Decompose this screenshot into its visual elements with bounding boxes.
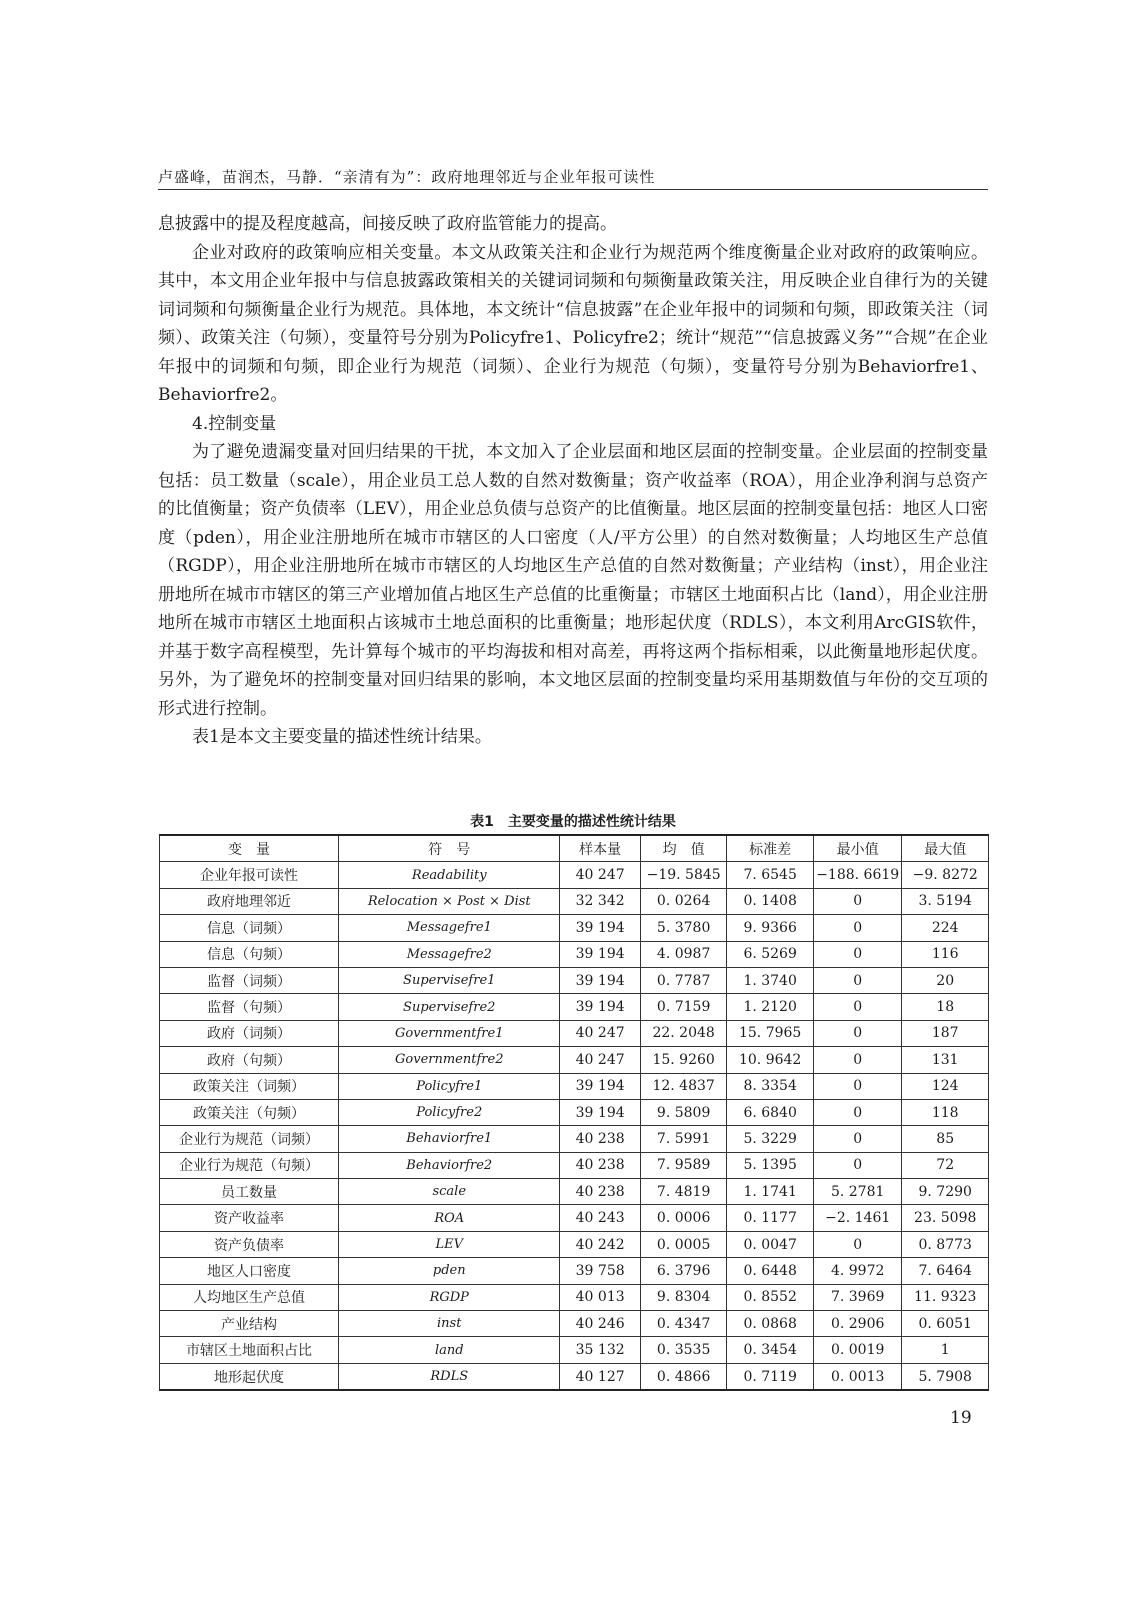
cell-variable: 监督（句频）	[160, 994, 339, 1020]
cell-min: 5. 2781	[813, 1179, 902, 1205]
section-heading-control-variables: 4.控制变量	[192, 413, 277, 434]
cell-symbol: RDLS	[339, 1363, 560, 1390]
cell-mean: 5. 3780	[640, 915, 727, 941]
cell-variable: 地区人口密度	[160, 1258, 339, 1284]
table-row	[160, 1073, 989, 1099]
cell-sd: 0. 8552	[727, 1284, 814, 1310]
cell-variable: 政策关注（句频）	[160, 1099, 339, 1125]
cell-variable: 资产负债率	[160, 1231, 339, 1257]
cell-min: 0	[813, 941, 902, 967]
table-row	[160, 1311, 989, 1337]
cell-symbol: Messagefre2	[339, 941, 560, 967]
cell-mean: 9. 8304	[640, 1284, 727, 1310]
cell-symbol: Relocation × Post × Dist	[339, 888, 560, 914]
cell-sd: 6. 6840	[727, 1099, 814, 1125]
cell-variable: 企业年报可读性	[160, 862, 339, 888]
cell-n: 39 194	[560, 1073, 640, 1099]
cell-mean: −19. 5845	[640, 862, 727, 888]
paragraph-policy-response: 企业对政府的政策响应相关变量。本文从政策关注和企业行为规范两个维度衡量企业对政府的政策响应。其中，本文用企业年报中与信息披露政策相关的关键词词频和句频衡量政策关注，用反映企业自律行为的关键词词频和句频衡量企业行为规范。具体地，本文统计“信息披露”在企业年报中的词频和句频，即政策关注（词频）、政策关注（句频），变量符号分别为Policyfre1、Policyfre2；统计“规范”“信息披露义务”“合规”在企业年报中的词频和句频，即企业行为规范（词频）、企业行为规范（句频），变量符号分别为Behaviorfre1、Behaviorfre2。	[158, 242, 988, 405]
cell-variable: 监督（词频）	[160, 967, 339, 993]
cell-max: 5. 7908	[902, 1363, 989, 1390]
cell-max: 23. 5098	[902, 1205, 989, 1231]
table-row	[160, 1020, 989, 1046]
cell-variable: 信息（句频）	[160, 941, 339, 967]
header-symbol: 符 号	[339, 835, 560, 862]
table-row	[160, 1258, 989, 1284]
cell-n: 40 247	[560, 862, 640, 888]
table-row	[160, 1047, 989, 1073]
cell-variable: 政府（词频）	[160, 1020, 339, 1046]
cell-sd: 5. 1395	[727, 1152, 814, 1178]
cell-mean: 0. 4347	[640, 1311, 727, 1337]
paragraph-table-intro: 表1是本文主要变量的描述性统计结果。	[192, 727, 492, 747]
cell-symbol: Messagefre1	[339, 915, 560, 941]
cell-symbol: land	[339, 1337, 560, 1363]
cell-variable: 政府（句频）	[160, 1047, 339, 1073]
paragraph-1: 息披露中的提及程度越高，间接反映了政府监管能力的提高。	[158, 214, 617, 234]
table-row	[160, 862, 989, 888]
cell-symbol: Supervisefre2	[339, 994, 560, 1020]
cell-min: 0	[813, 967, 902, 993]
table-row	[160, 994, 989, 1020]
cell-mean: 0. 0006	[640, 1205, 727, 1231]
cell-sd: 7. 6545	[727, 862, 814, 888]
table-title: 表1 主要变量的描述性统计结果	[470, 814, 676, 830]
cell-max: 0. 6051	[902, 1311, 989, 1337]
cell-mean: 0. 7159	[640, 994, 727, 1020]
cell-sd: 0. 6448	[727, 1258, 814, 1284]
cell-variable: 政策关注（词频）	[160, 1073, 339, 1099]
cell-variable: 市辖区土地面积占比	[160, 1337, 339, 1363]
cell-symbol: Behaviorfre2	[339, 1152, 560, 1178]
cell-n: 35 132	[560, 1337, 640, 1363]
cell-max: 3. 5194	[902, 888, 989, 914]
cell-min: 0	[813, 994, 902, 1020]
cell-symbol: inst	[339, 1311, 560, 1337]
cell-n: 39 194	[560, 1099, 640, 1125]
cell-sd: 5. 3229	[727, 1126, 814, 1152]
cell-variable: 政府地理邻近	[160, 888, 339, 914]
cell-min: 0. 0019	[813, 1337, 902, 1363]
header-mean: 均 值	[640, 835, 727, 862]
cell-n: 39 194	[560, 994, 640, 1020]
table-row	[160, 1152, 989, 1178]
cell-min: 0	[813, 1152, 902, 1178]
table-row	[160, 1363, 989, 1390]
cell-max: 124	[902, 1073, 989, 1099]
cell-max: 18	[902, 994, 989, 1020]
body-text	[158, 210, 988, 752]
cell-max: 118	[902, 1099, 989, 1125]
cell-mean: 7. 4819	[640, 1179, 727, 1205]
table-row	[160, 967, 989, 993]
descriptive-stats-table	[159, 834, 989, 1391]
cell-symbol: Supervisefre1	[339, 967, 560, 993]
cell-variable: 人均地区生产总值	[160, 1284, 339, 1310]
cell-min: −2. 1461	[813, 1205, 902, 1231]
cell-symbol: Readability	[339, 862, 560, 888]
cell-mean: 7. 5991	[640, 1126, 727, 1152]
cell-sd: 9. 9366	[727, 915, 814, 941]
cell-symbol: Governmentfre2	[339, 1047, 560, 1073]
cell-max: −9. 8272	[902, 862, 989, 888]
cell-symbol: ROA	[339, 1205, 560, 1231]
cell-n: 40 243	[560, 1205, 640, 1231]
cell-max: 0. 8773	[902, 1231, 989, 1257]
cell-mean: 0. 4866	[640, 1363, 727, 1390]
cell-variable: 员工数量	[160, 1179, 339, 1205]
table-row	[160, 915, 989, 941]
table-row	[160, 1205, 989, 1231]
page-number: 19	[950, 1408, 972, 1428]
cell-n: 39 194	[560, 941, 640, 967]
table-row	[160, 888, 989, 914]
cell-max: 72	[902, 1152, 989, 1178]
cell-sd: 6. 5269	[727, 941, 814, 967]
cell-mean: 12. 4837	[640, 1073, 727, 1099]
cell-mean: 15. 9260	[640, 1047, 727, 1073]
cell-sd: 10. 9642	[727, 1047, 814, 1073]
table-row	[160, 1284, 989, 1310]
cell-mean: 9. 5809	[640, 1099, 727, 1125]
cell-min: 7. 3969	[813, 1284, 902, 1310]
table-row	[160, 1179, 989, 1205]
cell-symbol: pden	[339, 1258, 560, 1284]
cell-max: 9. 7290	[902, 1179, 989, 1205]
cell-sd: 8. 3354	[727, 1073, 814, 1099]
table-row	[160, 941, 989, 967]
cell-mean: 0. 0264	[640, 888, 727, 914]
cell-symbol: LEV	[339, 1231, 560, 1257]
cell-n: 40 238	[560, 1179, 640, 1205]
header-sd: 标准差	[727, 835, 814, 862]
header-variable: 变 量	[160, 835, 339, 862]
running-header: 卢盛峰，苗润杰，马静．“亲清有为”：政府地理邻近与企业年报可读性	[158, 168, 656, 186]
cell-min: 0	[813, 1099, 902, 1125]
cell-n: 40 246	[560, 1311, 640, 1337]
cell-n: 39 194	[560, 967, 640, 993]
cell-min: 0	[813, 1231, 902, 1257]
cell-max: 116	[902, 941, 989, 967]
cell-variable: 企业行为规范（词频）	[160, 1126, 339, 1152]
cell-variable: 信息（词频）	[160, 915, 339, 941]
cell-variable: 产业结构	[160, 1311, 339, 1337]
cell-min: 0. 2906	[813, 1311, 902, 1337]
cell-max: 187	[902, 1020, 989, 1046]
cell-mean: 22. 2048	[640, 1020, 727, 1046]
cell-n: 40 247	[560, 1047, 640, 1073]
cell-mean: 0. 3535	[640, 1337, 727, 1363]
cell-variable: 企业行为规范（句频）	[160, 1152, 339, 1178]
cell-sd: 0. 3454	[727, 1337, 814, 1363]
cell-mean: 0. 7787	[640, 967, 727, 993]
table-row	[160, 1099, 989, 1125]
paragraph-control-variables: 为了避免遗漏变量对回归结果的干扰，本文加入了企业层面和地区层面的控制变量。企业层面的控制变量包括：员工数量（scale），用企业员工总人数的自然对数衡量；资产收益率（ROA），用企业净利润与总资产的比值衡量；资产负债率（LEV），用企业总负债与总资产的比值衡量。地区层面的控制变量包括：地区人口密度（pden），用企业注册地所在城市市辖区的人口密度（人/平方公里）的自然对数衡量；人均地区生产总值（RGDP），用企业注册地所在城市市辖区的人均地区生产总值的自然对数衡量；产业结构（inst），用企业注册地所在城市市辖区的第三产业增加值占地区生产总值的比重衡量；市辖区土地面积占比（land），用企业注册地所在城市市辖区土地面积占该城市土地总面积的比重衡量；地形起伏度（RDLS），本文利用ArcGIS软件，并基于数字高程模型，先计算每个城市的平均海拔和相对高差，再将这两个指标相乘，以此衡量地形起伏度。另外，为了避免坏的控制变量对回归结果的影响，本文地区层面的控制变量均采用基期数值与年份的交互项的形式进行控制。	[158, 442, 988, 719]
cell-sd: 1. 2120	[727, 994, 814, 1020]
cell-sd: 0. 7119	[727, 1363, 814, 1390]
cell-sd: 1. 3740	[727, 967, 814, 993]
cell-min: 0	[813, 1020, 902, 1046]
cell-n: 40 242	[560, 1231, 640, 1257]
table-row	[160, 1126, 989, 1152]
cell-symbol: Policyfre1	[339, 1073, 560, 1099]
cell-sd: 0. 1408	[727, 888, 814, 914]
cell-n: 40 238	[560, 1126, 640, 1152]
cell-symbol: Policyfre2	[339, 1099, 560, 1125]
cell-min: 4. 9972	[813, 1258, 902, 1284]
cell-n: 40 013	[560, 1284, 640, 1310]
cell-max: 11. 9323	[902, 1284, 989, 1310]
cell-sd: 0. 0047	[727, 1231, 814, 1257]
cell-min: 0	[813, 888, 902, 914]
cell-symbol: Behaviorfre1	[339, 1126, 560, 1152]
cell-min: 0	[813, 915, 902, 941]
table-row	[160, 1337, 989, 1363]
cell-mean: 4. 0987	[640, 941, 727, 967]
table-header-row	[160, 835, 989, 862]
cell-n: 32 342	[560, 888, 640, 914]
cell-max: 224	[902, 915, 989, 941]
cell-mean: 7. 9589	[640, 1152, 727, 1178]
cell-min: 0	[813, 1073, 902, 1099]
cell-max: 20	[902, 967, 989, 993]
cell-n: 40 127	[560, 1363, 640, 1390]
cell-sd: 0. 0868	[727, 1311, 814, 1337]
cell-max: 7. 6464	[902, 1258, 989, 1284]
cell-sd: 1. 1741	[727, 1179, 814, 1205]
cell-min: 0	[813, 1047, 902, 1073]
header-rule	[158, 189, 988, 190]
cell-min: −188. 6619	[813, 862, 902, 888]
cell-variable: 地形起伏度	[160, 1363, 339, 1390]
cell-symbol: Governmentfre1	[339, 1020, 560, 1046]
cell-n: 39 194	[560, 915, 640, 941]
cell-n: 40 247	[560, 1020, 640, 1046]
cell-max: 131	[902, 1047, 989, 1073]
header-n: 样本量	[560, 835, 640, 862]
cell-min: 0	[813, 1126, 902, 1152]
cell-max: 1	[902, 1337, 989, 1363]
cell-n: 39 758	[560, 1258, 640, 1284]
cell-mean: 6. 3796	[640, 1258, 727, 1284]
cell-mean: 0. 0005	[640, 1231, 727, 1257]
cell-sd: 0. 1177	[727, 1205, 814, 1231]
header-max: 最大值	[902, 835, 989, 862]
cell-symbol: RGDP	[339, 1284, 560, 1310]
table-row	[160, 1231, 989, 1257]
header-min: 最小值	[813, 835, 902, 862]
cell-min: 0. 0013	[813, 1363, 902, 1390]
cell-symbol: scale	[339, 1179, 560, 1205]
cell-sd: 15. 7965	[727, 1020, 814, 1046]
cell-n: 40 238	[560, 1152, 640, 1178]
cell-max: 85	[902, 1126, 989, 1152]
cell-variable: 资产收益率	[160, 1205, 339, 1231]
